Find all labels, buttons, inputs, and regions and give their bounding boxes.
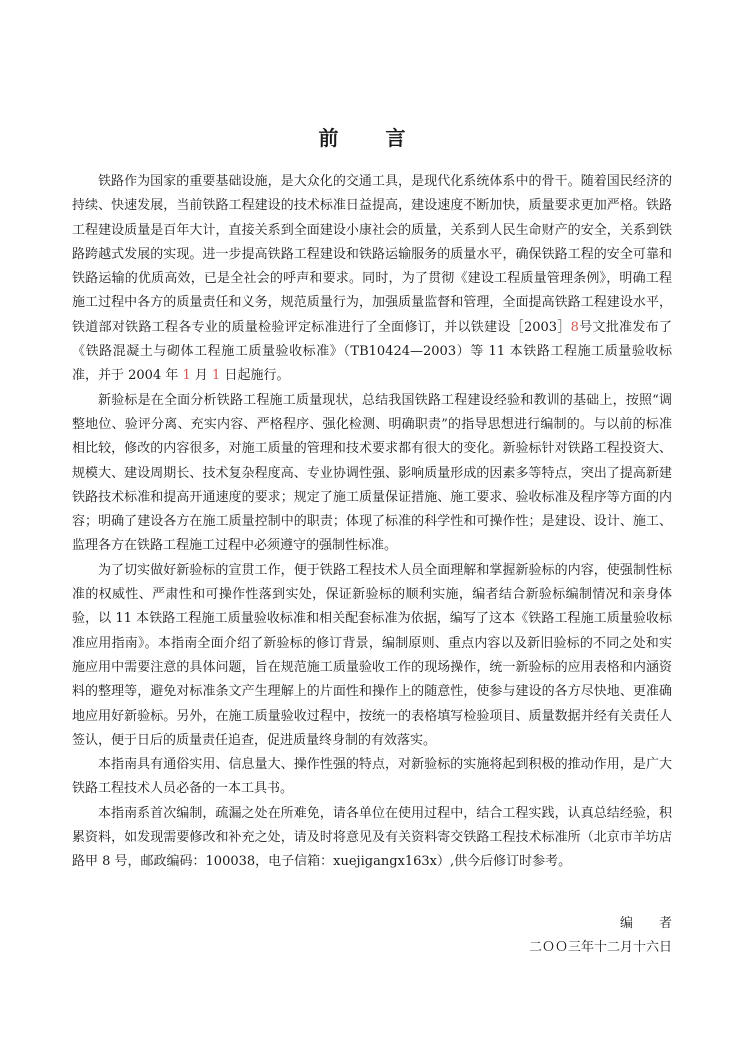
page-title: 前 言 [318, 126, 426, 150]
document-number-highlight: 8 [570, 319, 579, 335]
paragraph-1-text-b: 号文批准发布了《铁路混凝土与砌体工程施工质量验收标准》（TB10424—2003）等 11 本铁路工程施工质量验收标准，并于 2004 年 [72, 319, 672, 384]
month-highlight: 1 [182, 368, 191, 384]
paragraph-5: 本指南系首次编制，疏漏之处在所难免，请各单位在使用过程中，结合工程实践，认真总结经验，积累资料，如发现需要修改和补充之处，请及时将意见及有关资料寄交铁路工程技术标准所（北京市羊坊店路甲 8 号，邮政编码：100038，电子信箱：xuejigangx163x）,供今后修订时参考。 [72, 805, 672, 870]
paragraph-4: 本指南具有通俗实用、信息量大、操作性强的特点，对新验标的实施将起到积极的推动作用，是广大铁路工程技术人员必备的一本工具书。 [72, 757, 672, 797]
day-highlight: 1 [212, 368, 221, 384]
signature-block [528, 912, 698, 961]
signature-date: 二ＯＯ三年十二月十六日 [528, 940, 672, 956]
signature-author: 编者 [619, 916, 698, 931]
paragraph-1-text-d: 日起施行。 [220, 368, 290, 384]
paragraph-2: 新验标是在全面分析铁路工程施工质量现状，总结我国铁路工程建设经验和教训的基础上，按照“调整地位、验评分离、充实内容、严格程序、强化检测、明确职责”的指导思想进行编制的。与以前的标准相比较，修改的内容很多，对施工质量的管理和技术要求都有很大的变化。新验标针对铁路工程投资大、规模大、建设周期长、技术复杂程度高、专业协调性强、影响质量形成的因素多等特点，突出了提高新建铁路技术标准和提高开通速度的要求；规定了施工质量保证措施、施工要求、验收标准及程序等方面的内容；明确了建设各方在施工质量控制中的职责；体现了标准的科学性和可操作性；是建设、设计、施工、监理各方在铁路工程施工过程中必须遵守的强制性标准。 [72, 392, 672, 554]
paragraph-3: 为了切实做好新验标的宣贯工作，便于铁路工程技术人员全面理解和掌握新验标的内容，使强制性标准的权威性、严肃性和可操作性落到实处，保证新验标的顺利实施，编者结合新验标编制情况和亲身体验，以 11 本铁路工程施工质量验收标准和相关配套标准为依据，编写了这本《铁路工程施工质量验收标准应用指南》。本指南全面介绍了新验标的修订背景，编制原则、重点内容以及新旧验标的不同之处和实施应用中需要注意的具体问题，旨在规范施工质量验收工作的现场操作，统一新验标的应用表格和内涵资料的整理等，避免对标准条文产生理解上的片面性和操作上的随意性，使参与建设的各方尽快地、更准确地应用好新验标。另外，在施工质量验收过程中，按统一的表格填写检验项目、质量数据并经有关责任人签认，便于日后的质量责任追查，促进质量终身制的有效落实。 [72, 562, 672, 748]
paragraph-1-text-a: 铁路作为国家的重要基础设施，是大众化的交通工具，是现代化系统体系中的骨干。随着国民经济的持续、快速发展，当前铁路工程建设的技术标准日益提高，建设速度不断加快，质量要求更加严格。铁路工程建设质量是百年大计，直接关系到全面建设小康社会的质量，关系到人民生命财产的安全，关系到铁路跨越式发展的实现。进一步提高铁路工程建设和铁路运输服务的质量水平，确保铁路工程的安全可靠和铁路运输的优质高效，已是全社会的呼声和要求。同时，为了贯彻《建设工程质量管理条例》，明确工程施工过程中各方的质量责任和义务，规范质量行为，加强质量监督和管理，全面提高铁路工程建设水平，铁道部对铁路工程各专业的质量检验评定标准进行了全面修订，并以铁建设［2003］ [72, 174, 672, 335]
paragraph-1 [72, 170, 672, 389]
preface-body [72, 170, 672, 875]
paragraph-1-text-c: 月 [190, 368, 213, 384]
